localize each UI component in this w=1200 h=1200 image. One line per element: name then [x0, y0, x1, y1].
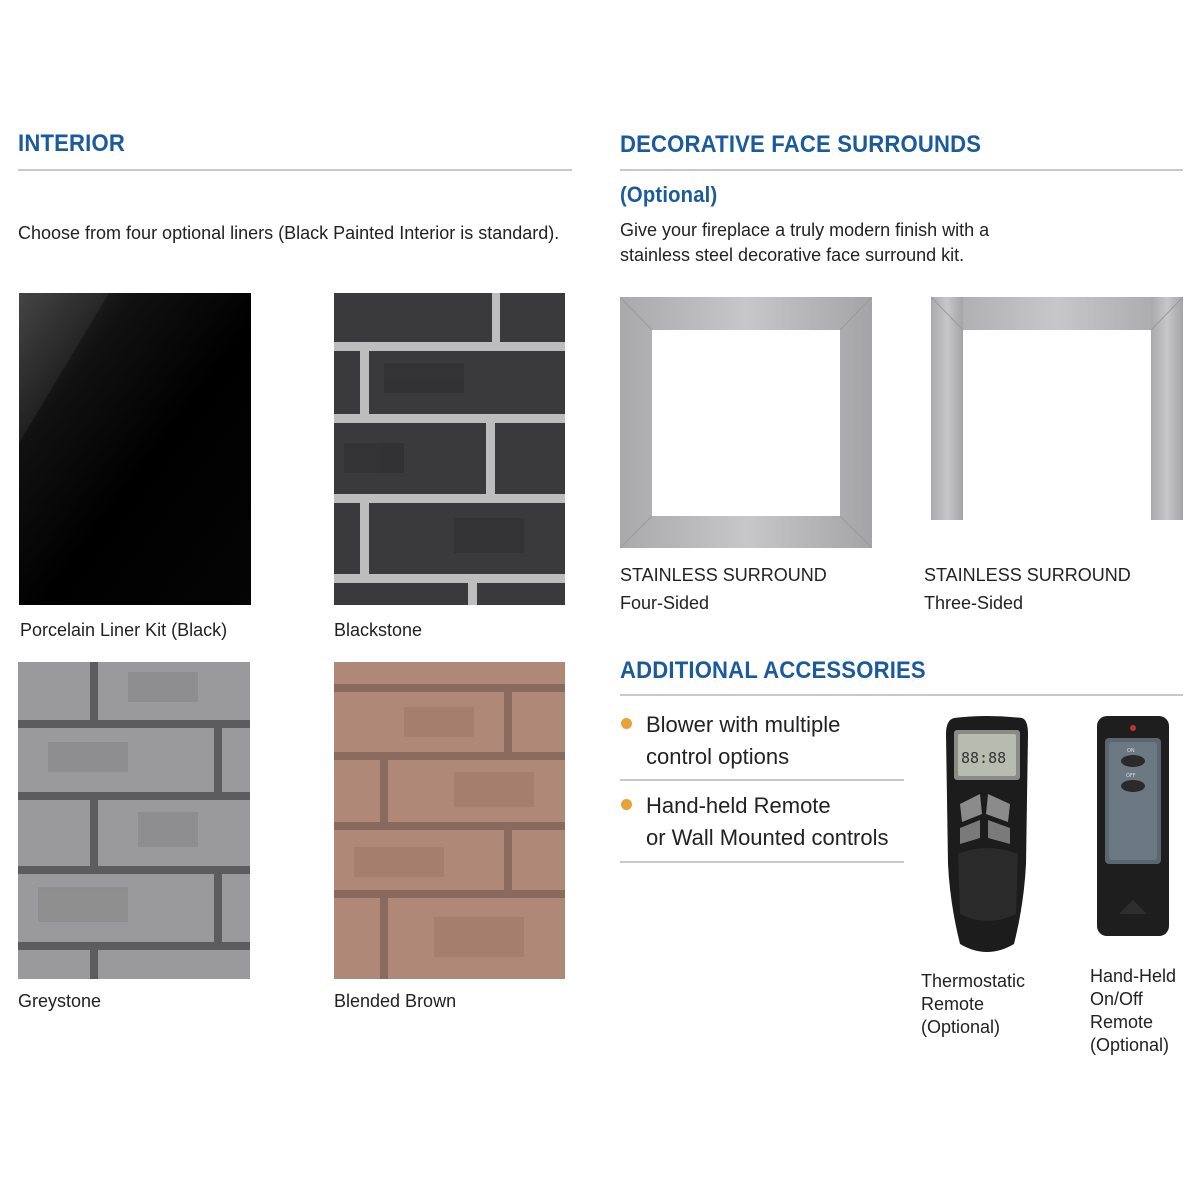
thermostatic-remote-caption-line3: (Optional)	[921, 1017, 1001, 1037]
bullet-divider	[620, 861, 904, 863]
four-sided-surround-subtitle: Four-Sided	[620, 593, 710, 613]
accessories-heading: ADDITIONAL ACCESSORIES	[620, 657, 926, 684]
handheld-remote-caption-line2: On/Off	[1090, 989, 1143, 1009]
handheld-remote-caption	[1090, 965, 1176, 1057]
accessory-bullet-blower	[646, 709, 840, 773]
three-sided-surround-image	[931, 297, 1183, 520]
surrounds-divider	[620, 169, 1183, 171]
handheld-remote-caption-line1: Hand-Held	[1090, 966, 1177, 986]
three-sided-surround-subtitle: Three-Sided	[924, 593, 1024, 613]
accessories-divider	[620, 694, 1183, 696]
surrounds-description	[620, 218, 989, 268]
accessory-bullet-blower-line2: control options	[646, 744, 790, 769]
interior-divider	[18, 169, 572, 171]
accessory-bullet-blower-line1: Blower with multiple	[646, 712, 841, 737]
surrounds-heading: DECORATIVE FACE SURROUNDS	[620, 131, 982, 158]
porcelain-liner-swatch	[19, 293, 251, 605]
interior-description: Choose from four optional liners (Black Painted Interior is standard).	[18, 223, 560, 243]
accessory-bullet-remote-line1: Hand-held Remote	[646, 793, 831, 818]
remote-display-text: 88:88	[961, 749, 1007, 767]
blackstone-liner-label: Blackstone	[334, 620, 423, 640]
handheld-remote-image	[1095, 714, 1171, 938]
porcelain-liner-label: Porcelain Liner Kit (Black)	[20, 620, 228, 640]
thermostatic-remote-caption-line2: Remote	[921, 994, 985, 1014]
remote-off-label: OFF	[1126, 773, 1136, 779]
handheld-remote-caption-line3: Remote	[1090, 1012, 1154, 1032]
remote-on-label: ON	[1127, 748, 1135, 754]
bullet-dot-icon	[621, 718, 632, 729]
interior-heading: INTERIOR	[18, 130, 125, 157]
three-sided-surround-title: STAINLESS SURROUND	[924, 565, 1131, 585]
blended-brown-liner-swatch	[334, 662, 565, 979]
greystone-liner-swatch	[18, 662, 250, 979]
bullet-divider	[620, 779, 904, 781]
surrounds-description-line2: stainless steel decorative face surround kit.	[620, 245, 965, 265]
accessory-bullet-remote-line2: or Wall Mounted controls	[646, 825, 889, 850]
thermostatic-remote-image	[944, 714, 1030, 958]
four-sided-surround-title: STAINLESS SURROUND	[620, 565, 827, 585]
thermostatic-remote-caption-line1: Thermostatic	[921, 971, 1026, 991]
blackstone-liner-swatch	[334, 293, 565, 605]
surrounds-subheading: (Optional)	[620, 182, 718, 207]
surrounds-description-line1: Give your fireplace a truly modern finish with a	[620, 220, 990, 240]
greystone-liner-label: Greystone	[18, 991, 102, 1011]
handheld-remote-caption-line4: (Optional)	[1090, 1035, 1170, 1055]
blended-brown-liner-label: Blended Brown	[334, 991, 457, 1011]
four-sided-surround-image	[620, 297, 872, 548]
bullet-dot-icon	[621, 799, 632, 810]
accessory-bullet-remote	[646, 790, 889, 854]
thermostatic-remote-caption	[921, 970, 1025, 1039]
